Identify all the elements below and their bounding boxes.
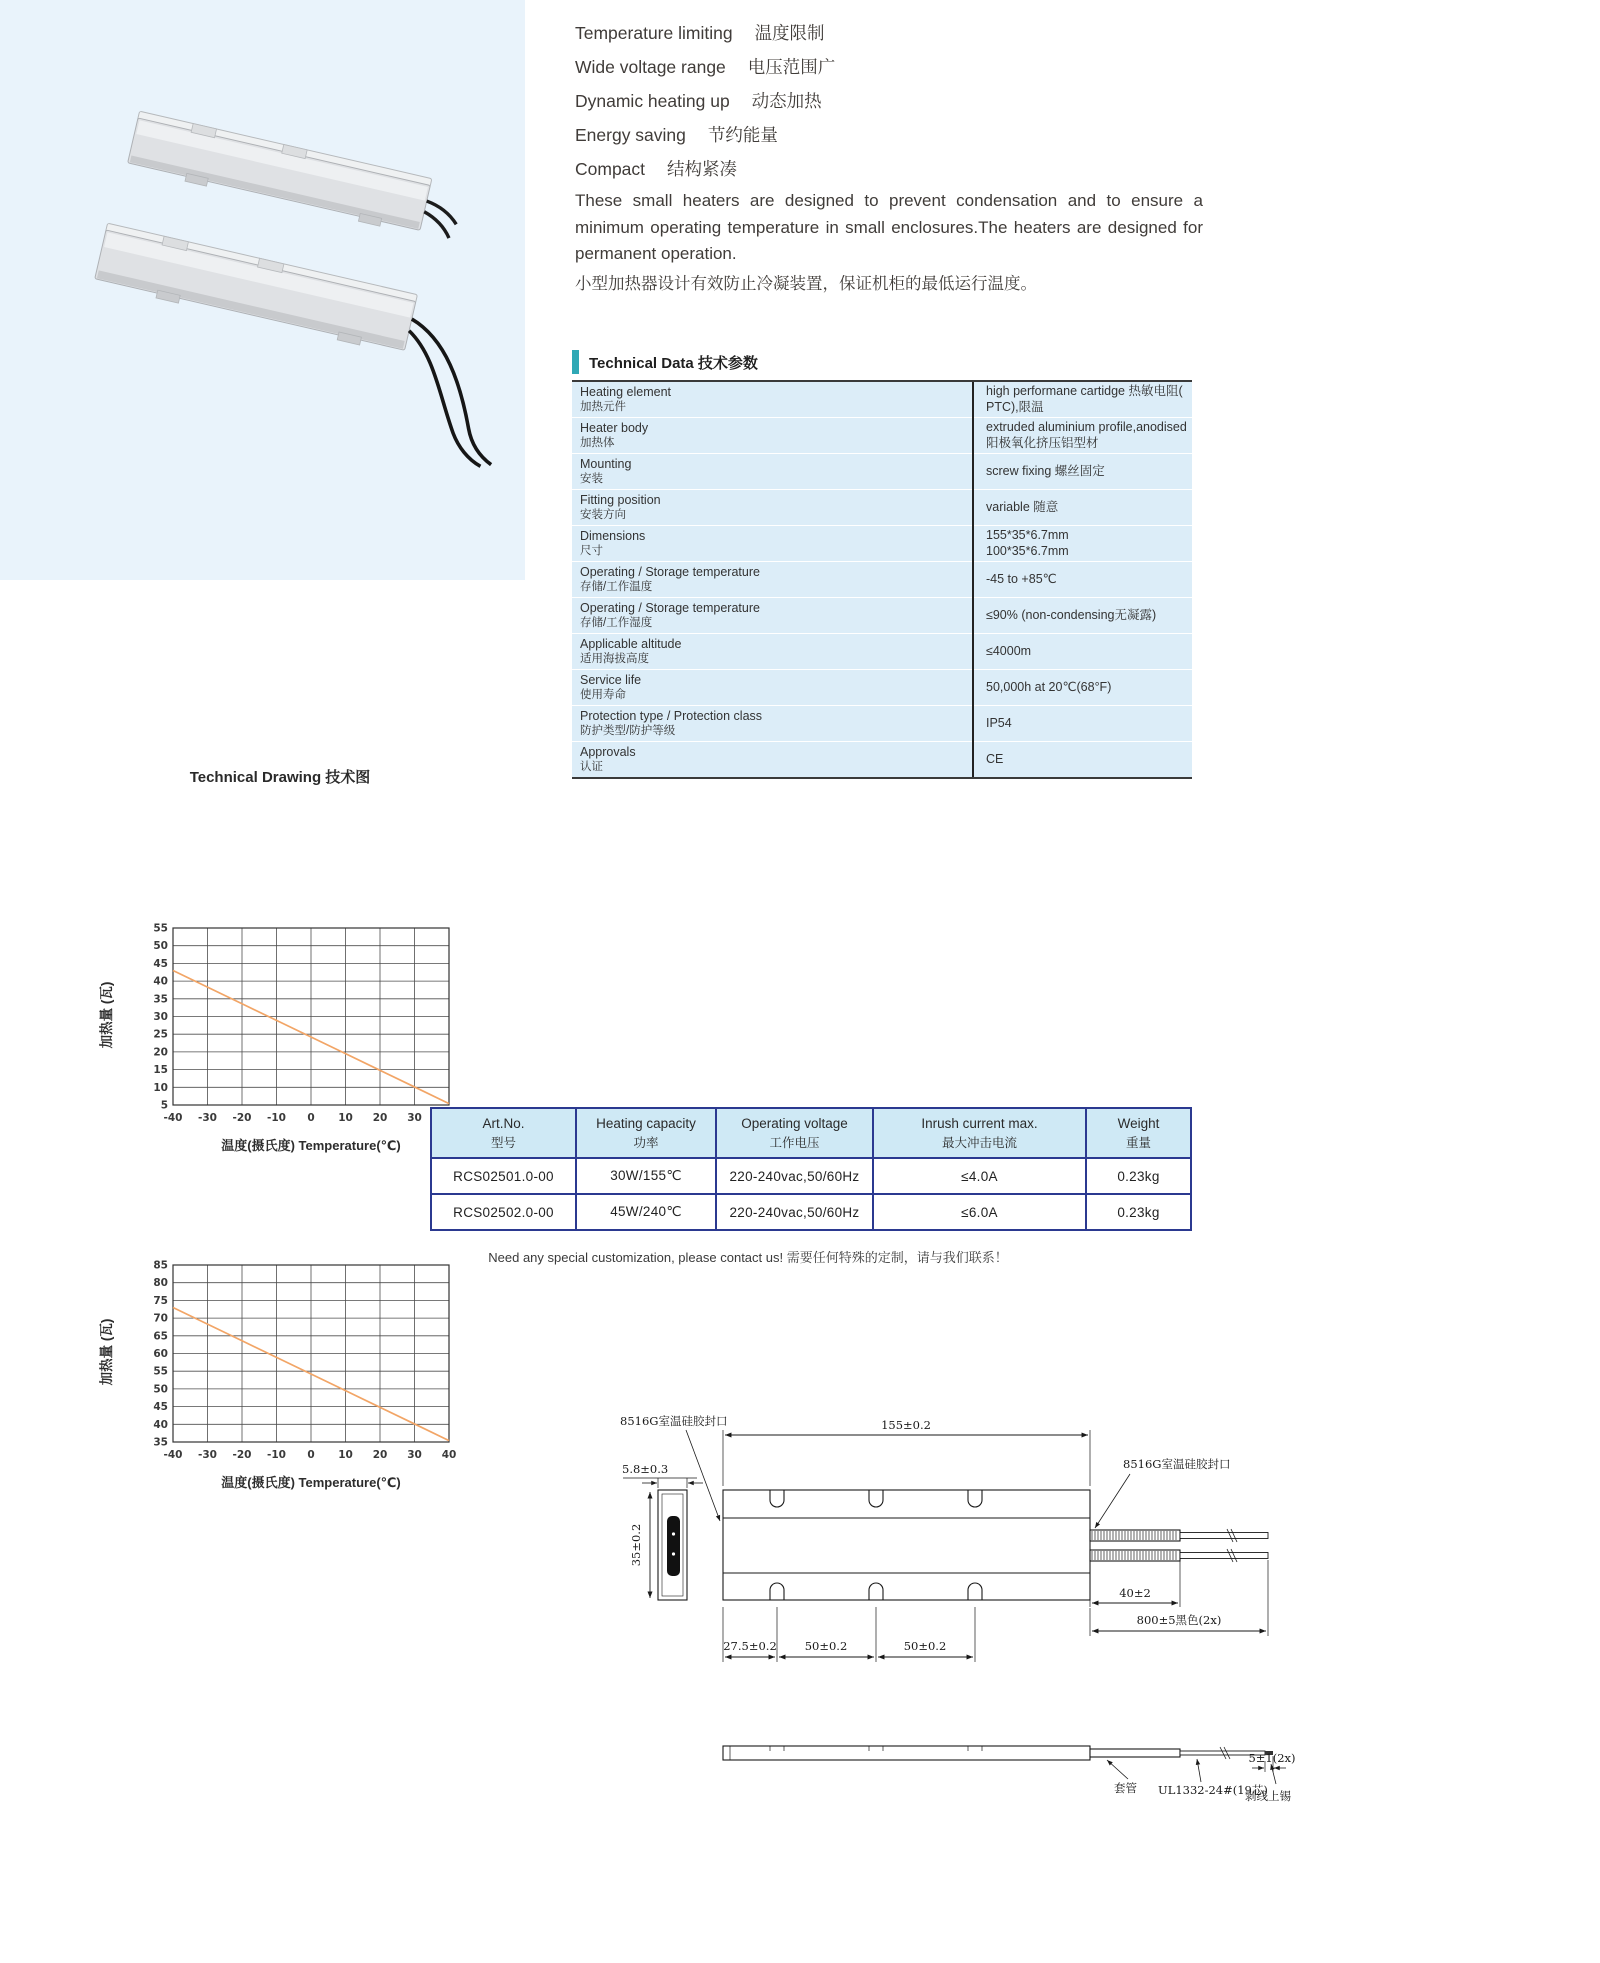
feature-item bbox=[575, 156, 835, 181]
svg-text:45: 45 bbox=[153, 1401, 168, 1414]
svg-text:15: 15 bbox=[153, 1064, 168, 1077]
svg-text:40: 40 bbox=[441, 1449, 457, 1461]
svg-text:35: 35 bbox=[153, 993, 168, 1006]
feature-en: Dynamic heating up bbox=[575, 91, 730, 111]
tech-data-title bbox=[572, 350, 758, 374]
technical-drawing bbox=[600, 1410, 1320, 1830]
feature-item bbox=[575, 88, 835, 113]
heating-capacity-chart-45w bbox=[133, 1252, 473, 1466]
svg-text:65: 65 bbox=[153, 1330, 168, 1343]
svg-text:70: 70 bbox=[153, 1312, 168, 1325]
svg-text:0: 0 bbox=[307, 1449, 315, 1461]
table-row: Service life 使用寿命 50,000h at 20℃(68°F) bbox=[572, 670, 1192, 705]
feature-en: Wide voltage range bbox=[575, 57, 726, 77]
feature-cn: 节约能量 bbox=[707, 125, 778, 145]
svg-text:-30: -30 bbox=[198, 1112, 217, 1124]
product-table-header-row bbox=[431, 1108, 1191, 1158]
drawing-section-title: Technical Drawing 技术图 bbox=[189, 769, 371, 786]
svg-text:10: 10 bbox=[153, 1081, 168, 1094]
drawing-geometry bbox=[623, 1430, 1286, 1784]
tin-label: 剥线上锡 bbox=[1245, 1789, 1291, 1803]
accent-bar bbox=[572, 350, 579, 374]
svg-text:55: 55 bbox=[153, 1365, 168, 1378]
col-inrush-current: Inrush current max. 最大冲击电流 bbox=[873, 1108, 1086, 1158]
table-row: Approvals 认证 CE bbox=[572, 742, 1192, 777]
feature-cn: 电压范围广 bbox=[747, 57, 836, 77]
svg-text:5: 5 bbox=[160, 1099, 168, 1112]
table-divider bbox=[972, 382, 974, 777]
sleeve-label: 套管 bbox=[1114, 1781, 1137, 1795]
dim-slot-pitch-label: 50±0.2 bbox=[804, 1639, 848, 1653]
svg-text:20: 20 bbox=[153, 1046, 168, 1059]
svg-text:80: 80 bbox=[153, 1277, 168, 1290]
svg-text:-20: -20 bbox=[232, 1449, 252, 1461]
svg-text:75: 75 bbox=[153, 1294, 168, 1307]
feature-cn: 动态加热 bbox=[751, 91, 822, 111]
feature-en: Compact bbox=[575, 159, 646, 179]
col-artno: Art.No. 型号 bbox=[431, 1108, 576, 1158]
product-table bbox=[430, 1107, 1192, 1231]
wire-spec-label: UL1332-24#(19芯) bbox=[1158, 1783, 1268, 1797]
svg-text:35: 35 bbox=[153, 1436, 168, 1449]
feature-cn: 温度限制 bbox=[754, 23, 825, 43]
svg-text:45: 45 bbox=[153, 957, 168, 970]
feature-en: Energy saving bbox=[575, 125, 686, 145]
seal-label-right: 8516G室温硅胶封口 bbox=[1123, 1457, 1231, 1471]
dim-height-label: 35±0.2 bbox=[629, 1523, 643, 1567]
feature-item bbox=[575, 122, 835, 147]
table-row: RCS02501.0-00 30W/155℃ 220-240vac,50/60Hz ≤4.0A 0.23kg bbox=[431, 1158, 1191, 1194]
product-description bbox=[575, 188, 1203, 297]
chart2-ylabel: 加热量 (瓦) bbox=[99, 1318, 114, 1386]
feature-item bbox=[575, 20, 835, 45]
dim-pin-label: 40±2 bbox=[1119, 1586, 1151, 1600]
svg-text:60: 60 bbox=[153, 1348, 168, 1360]
svg-text:30: 30 bbox=[407, 1112, 422, 1124]
chart1-xlabel: 温度(摄氏度) Temperature(℃) bbox=[221, 1138, 401, 1153]
tech-data-title-text: Technical Data 技术参数 bbox=[589, 355, 758, 372]
table-row: Dimensions 尺寸 155*35*6.7mm 100*35*6.7mm bbox=[572, 526, 1192, 561]
svg-text:-40: -40 bbox=[163, 1112, 183, 1124]
svg-text:20: 20 bbox=[372, 1112, 388, 1124]
dim-width-label: 5.8±0.3 bbox=[622, 1462, 669, 1476]
seal-label-left: 8516G室温硅胶封口 bbox=[620, 1414, 728, 1428]
dim-wire-label: 800±5黑色(2x) bbox=[1136, 1613, 1222, 1627]
feature-list bbox=[575, 20, 835, 190]
svg-text:-10: -10 bbox=[267, 1449, 286, 1461]
feature-item bbox=[575, 54, 835, 79]
svg-text:-20: -20 bbox=[232, 1112, 252, 1124]
svg-text:10: 10 bbox=[338, 1449, 353, 1461]
svg-text:25: 25 bbox=[153, 1028, 168, 1041]
svg-text:40: 40 bbox=[153, 975, 168, 988]
drawing-labels bbox=[620, 1414, 1296, 1803]
svg-text:20: 20 bbox=[372, 1449, 388, 1461]
svg-text:-30: -30 bbox=[198, 1449, 217, 1461]
table-row: RCS02502.0-00 45W/240℃ 220-240vac,50/60Hz ≤6.0A 0.23kg bbox=[431, 1194, 1191, 1230]
svg-text:-10: -10 bbox=[267, 1112, 286, 1124]
svg-text:50: 50 bbox=[153, 940, 168, 953]
col-operating-voltage: Operating voltage 工作电压 bbox=[716, 1108, 873, 1158]
customization-note: Need any special customization, please contact us! 需要任何特殊的定制，请与我们联系！ bbox=[488, 1250, 1008, 1265]
feature-cn: 结构紧凑 bbox=[667, 159, 738, 179]
col-heating-capacity: Heating capacity 功率 bbox=[576, 1108, 716, 1158]
chart2-xlabel: 温度(摄氏度) Temperature(℃) bbox=[221, 1475, 401, 1490]
svg-text:40: 40 bbox=[153, 1418, 168, 1431]
tech-data-table bbox=[572, 380, 1192, 779]
svg-text:85: 85 bbox=[153, 1259, 168, 1272]
table-row: Mounting 安装 screw fixing 螺丝固定 bbox=[572, 454, 1192, 489]
description-cn: 小型加热器设计有效防止冷凝装置，保证机柜的最低运行温度。 bbox=[575, 274, 1037, 293]
chart1-ylabel: 加热量 (瓦) bbox=[99, 981, 114, 1049]
table-row: Operating / Storage temperature 存储/工作温度 -45 to +85℃ bbox=[572, 562, 1192, 597]
svg-text:-40: -40 bbox=[163, 1449, 183, 1461]
product-photo bbox=[0, 0, 525, 580]
table-row: Heating element 加热元件 high performane cartidge 热敏电阻( PTC),限温 bbox=[572, 382, 1192, 417]
description-en: These small heaters are designed to prevent condensation and to ensure a minimum operating temperature in small enclosures.The heaters are designed for permanent operation. bbox=[575, 191, 1203, 263]
dim-slot-offset-label: 27.5±0.2 bbox=[723, 1639, 777, 1653]
svg-text:30: 30 bbox=[407, 1449, 422, 1461]
svg-text:0: 0 bbox=[307, 1112, 315, 1124]
table-row: Protection type / Protection class 防护类型/防护等级 IP54 bbox=[572, 706, 1192, 741]
svg-text:50: 50 bbox=[153, 1383, 168, 1396]
table-row: Operating / Storage temperature 存储/工作湿度 ≤90% (non-condensing无凝露) bbox=[572, 598, 1192, 633]
svg-text:30: 30 bbox=[153, 1011, 168, 1023]
dim-tip-label: 5±1(2x) bbox=[1248, 1751, 1296, 1765]
heating-capacity-chart-30w bbox=[133, 915, 473, 1129]
table-row: Applicable altitude 适用海拔高度 ≤4000m bbox=[572, 634, 1192, 669]
svg-text:10: 10 bbox=[338, 1112, 353, 1124]
dim-length-label: 155±0.2 bbox=[881, 1418, 931, 1432]
feature-en: Temperature limiting bbox=[575, 23, 733, 43]
table-row: Fitting position 安装方向 variable 随意 bbox=[572, 490, 1192, 525]
table-row: Heater body 加热体 extruded aluminium profile,anodised 阳极氧化挤压铝型材 bbox=[572, 418, 1192, 453]
dim-slot-pitch-label: 50±0.2 bbox=[903, 1639, 947, 1653]
svg-text:55: 55 bbox=[153, 922, 168, 935]
col-weight: Weight 重量 bbox=[1086, 1108, 1191, 1158]
